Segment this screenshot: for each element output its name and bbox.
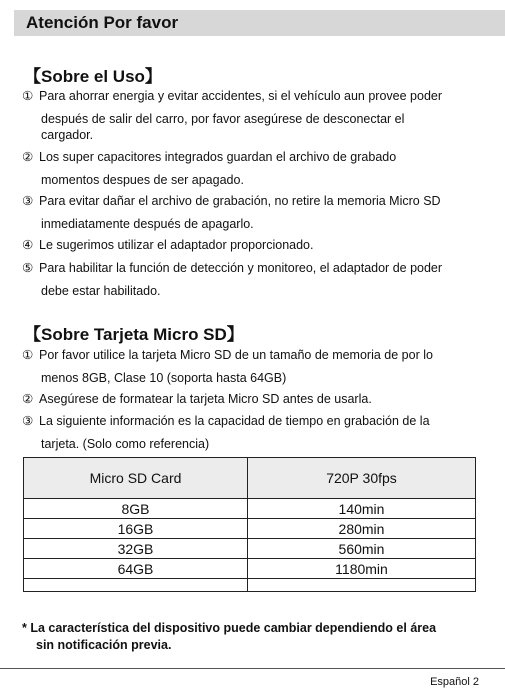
item-number: ② <box>22 150 34 164</box>
item-text: La siguiente información es la capacidad de tiempo en grabación de la <box>39 414 430 428</box>
capacity-table <box>24 458 476 579</box>
page-title: Atención Por favor <box>26 13 179 32</box>
sd-item-1-cont: menos 8GB, Clase 10 (soporta hasta 64GB) <box>41 371 287 385</box>
sd-item-2 <box>22 388 482 410</box>
table-cell: 16GB <box>24 519 247 539</box>
sd-item-3-cont: tarjeta. (Solo como referencia) <box>41 437 210 451</box>
item-text: Le sugerimos utilizar el adaptador proporcionado. <box>39 238 314 252</box>
item-text: Los super capacitores integrados guardan el archivo de grabado <box>39 150 397 164</box>
note-line-2: sin notificación previa. <box>36 638 172 652</box>
table-cell: 280min <box>247 519 476 539</box>
item-number: ⑤ <box>22 261 34 275</box>
table-column-divider <box>247 457 248 592</box>
table-row <box>24 499 476 519</box>
table-header-row <box>24 458 476 499</box>
item-text: Para ahorrar energia y evitar accidentes, si el vehículo aun provee poder <box>39 89 443 103</box>
uso-item-2-cont: momentos despues de ser apagado. <box>41 173 244 187</box>
uso-item-5 <box>22 257 482 279</box>
item-text: Para habilitar la función de detección y monitoreo, el adaptador de poder <box>39 261 443 275</box>
item-number: ④ <box>22 238 34 252</box>
note-line-1: * La característica del dispositivo puede cambiar dependiendo el área <box>22 621 437 635</box>
uso-item-3-cont: inmediatamente después de apagarlo. <box>41 217 254 231</box>
uso-item-5-cont: debe estar habilitado. <box>41 284 161 298</box>
section-title-uso: 【Sobre el Uso】 <box>24 67 162 86</box>
uso-item-1-cont2: cargador. <box>41 128 94 142</box>
footer-divider <box>0 668 505 669</box>
sd-item-1 <box>22 344 482 366</box>
item-text: Asegúrese de formatear la tarjeta Micro SD antes de usarla. <box>39 392 372 406</box>
uso-item-2 <box>22 146 482 168</box>
table-header-cell: Micro SD Card <box>24 458 247 499</box>
table-header-cell: 720P 30fps <box>247 458 476 499</box>
item-number: ① <box>22 348 34 362</box>
item-text: Para evitar dañar el archivo de grabación, no retire la memoria Micro SD <box>39 194 441 208</box>
page-number: Español 2 <box>430 676 479 688</box>
table-row <box>24 519 476 539</box>
item-number: ③ <box>22 194 34 208</box>
sd-item-3 <box>22 410 482 432</box>
device-note <box>22 620 482 654</box>
section-title-sd: 【Sobre Tarjeta Micro SD】 <box>24 325 244 344</box>
item-number: ③ <box>22 414 34 428</box>
table-cell: 560min <box>247 539 476 559</box>
item-number: ② <box>22 392 34 406</box>
uso-item-1-cont: después de salir del carro, por favor asegúrese de desconectar el <box>41 112 405 126</box>
table-row <box>24 539 476 559</box>
table-cell: 64GB <box>24 559 247 579</box>
table-cell: 32GB <box>24 539 247 559</box>
table-row <box>24 559 476 579</box>
item-text: Por favor utilice la tarjeta Micro SD de un tamaño de memoria de por lo <box>39 348 433 362</box>
uso-item-3 <box>22 190 482 212</box>
uso-item-1 <box>22 85 482 107</box>
table-cell: 140min <box>247 499 476 519</box>
uso-item-4 <box>22 234 482 256</box>
table-cell: 1180min <box>247 559 476 579</box>
table-cell: 8GB <box>24 499 247 519</box>
item-number: ① <box>22 89 34 103</box>
